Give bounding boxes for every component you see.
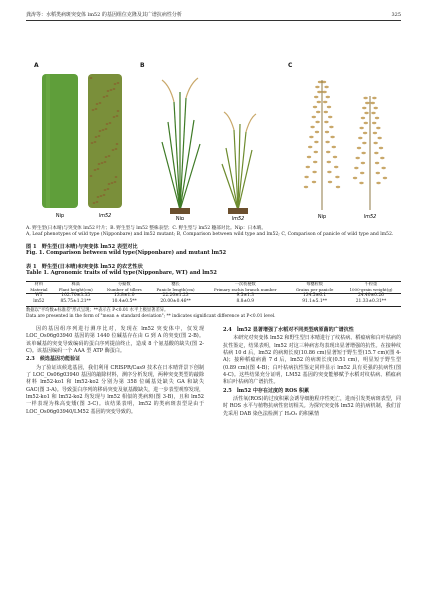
lesion-spot	[116, 115, 119, 117]
grain-nip	[322, 91, 326, 93]
grain-lm52	[357, 147, 361, 149]
label-b-nip: Nip	[175, 216, 185, 220]
figure-title	[26, 244, 401, 257]
figure-panel-a-leaves	[36, 72, 126, 220]
grain-lm52	[371, 112, 375, 114]
figure-panel-c-panicles	[290, 72, 402, 220]
lesion-spot	[90, 175, 93, 177]
grain-nip	[317, 91, 321, 93]
grain-nip	[334, 166, 338, 168]
plant-nip	[162, 78, 200, 210]
grain-lm52	[377, 137, 381, 139]
body-left-column	[26, 326, 204, 416]
figure-caption	[26, 226, 401, 239]
lesion-spot	[108, 155, 111, 157]
lesion-spot	[90, 77, 93, 79]
lesion-spot	[94, 169, 97, 171]
section-heading: 2.4 lm52 显著增强了水稻对不同类型病原菌的广谱抗性	[223, 327, 354, 333]
grain-nip	[310, 126, 314, 128]
table-cell: Number of tillers	[106, 287, 142, 292]
lesion-spot	[107, 90, 110, 92]
grain-lm52	[374, 152, 378, 154]
grain-lm52	[379, 147, 383, 149]
grain-nip	[324, 86, 328, 88]
running-title: 龚涛等：水稻类病斑突变体 lm52 的基因组位克隆及其广谱抗病性分析	[26, 12, 182, 18]
grain-lm52	[364, 112, 368, 114]
lesion-spot	[99, 102, 102, 104]
lesion-spot	[117, 82, 120, 84]
table-cell: 1000-grain weight(g)	[349, 287, 393, 292]
grain-nip	[327, 171, 331, 173]
body-paragraph: 因的基因组序列进行测序比对，发现在 lm52 突变体中，仅发现 LOC_Os06g03940 基因的第 1440 位碱基存在由 G 到 A 的突变(图 2-B)。该单碱基的突变导致编码的蛋白序列提前终止，造成 8 个氨基酸的缺失(图 2-C)。该基因编码一个 AAA 型 ATP 酶蛋白。	[26, 326, 204, 355]
lesion-spot	[114, 83, 117, 85]
lesion-spot	[116, 143, 119, 145]
grain-nip	[313, 161, 317, 163]
grain-lm52	[362, 107, 366, 109]
lesion-spot	[111, 182, 114, 184]
grain-nip	[336, 186, 340, 188]
leaf-nip-vein	[46, 74, 50, 208]
lesion-spot	[100, 195, 103, 197]
table-rule-mid	[26, 293, 401, 294]
grain-nip	[315, 86, 319, 88]
grain-nip	[307, 156, 311, 158]
table-cell: 91.1±5.1**	[302, 299, 328, 304]
lesion-spot	[112, 149, 115, 151]
label-a-nip: Nip	[55, 213, 65, 219]
table-cell: 22.20±1.23	[162, 293, 189, 298]
grain-lm52	[363, 132, 367, 134]
lesion-spot	[113, 88, 116, 90]
body-right-column	[223, 326, 401, 418]
grain-lm52	[372, 122, 376, 124]
table-cell: 20.00±0.46**	[160, 299, 191, 304]
panel-label-a: A	[34, 62, 39, 69]
lesion-spot	[104, 161, 107, 163]
grain-nip	[312, 181, 316, 183]
table-note-en: Data are presented in the form of "mean ± standard deviation"; ** indicates significant difference at P<0.01 level.	[26, 314, 276, 319]
table-title	[26, 264, 401, 277]
grain-lm52	[361, 152, 365, 154]
table-rule-top	[26, 281, 401, 282]
section-heading: 2.5 lm52 中存在过度的 ROS 积累	[223, 387, 309, 394]
table-cell: 85.75±1.21**	[60, 299, 91, 304]
table-cell: lm52	[33, 299, 45, 304]
lesion-spot	[95, 108, 98, 110]
table-cell: Plant height(cm)	[58, 287, 93, 292]
grain-nip	[314, 96, 318, 98]
grain-nip	[325, 131, 329, 133]
lesion-spot	[91, 142, 94, 144]
table-cell: 分蘖数	[117, 281, 131, 286]
grain-lm52	[362, 142, 366, 144]
lesion-spot	[102, 129, 105, 131]
grain-nip	[313, 106, 317, 108]
grain-nip	[328, 116, 332, 118]
grain-lm52	[374, 107, 378, 109]
grain-lm52	[355, 157, 359, 159]
grain-nip	[328, 181, 332, 183]
grain-nip	[304, 176, 308, 178]
page-number: 325	[391, 12, 401, 18]
table-cell: 102.70±3.35	[61, 293, 91, 298]
table-cell: WT	[35, 293, 43, 298]
grain-nip	[323, 101, 327, 103]
label-c-nip: Nip	[317, 214, 327, 220]
lesion-spot	[92, 109, 95, 111]
lesion-spot	[113, 116, 116, 118]
table-cell: 每穗粒数	[306, 281, 323, 286]
grain-lm52	[361, 162, 365, 164]
lesion-spot	[98, 163, 101, 165]
table-cell: Primary rachis branch number	[214, 287, 277, 292]
lesion-spot	[104, 189, 107, 191]
panicle-grains	[304, 81, 387, 188]
section-heading: 2.3 候选基因功能验证	[26, 356, 81, 363]
grain-nip	[312, 171, 316, 173]
grain-lm52	[372, 97, 376, 99]
table-cell: 13.8±1.0	[114, 293, 135, 298]
grain-lm52	[359, 127, 363, 129]
pot-nip	[170, 208, 190, 214]
lesion-spot	[103, 96, 106, 98]
figure-title-cn: 图 1 野生型(日本晴)与突变体 lm52 表型对比	[26, 244, 138, 250]
lesion-spot	[106, 95, 109, 97]
plant-lm52	[222, 112, 256, 210]
lesion-spot	[101, 162, 104, 164]
table-title-en: Table 1. Agronomic traits of wild type(Nipponbare, WT) and lm52	[26, 270, 217, 277]
label-b-lm52: lm52	[231, 216, 245, 220]
grain-nip	[327, 106, 331, 108]
table-cell: 9.5±1.3	[236, 293, 255, 298]
grain-nip	[308, 146, 312, 148]
lesion-spot	[115, 148, 118, 150]
table-cell: 材料	[34, 281, 44, 286]
grain-lm52	[381, 167, 385, 169]
panel-label-b: B	[140, 62, 145, 69]
pot-lm52	[228, 208, 248, 214]
grain-nip	[326, 151, 330, 153]
grain-lm52	[376, 172, 380, 174]
leaf-lm52	[88, 74, 122, 208]
lesion-spot	[103, 194, 106, 196]
grain-nip	[329, 126, 333, 128]
grain-nip	[315, 121, 319, 123]
table-cell: Grains per panicle	[295, 287, 334, 292]
grain-nip	[304, 186, 308, 188]
label-c-lm52: lm52	[363, 214, 377, 220]
grain-lm52	[375, 162, 379, 164]
lesion-spot	[107, 188, 110, 190]
table-title-cn: 表 1 野生型(日本晴)和突变体 lm52 的农艺性状	[26, 264, 143, 270]
table-cell: 10.4±0.5**	[111, 299, 137, 304]
table-cell: 21.33±0.31**	[355, 299, 387, 304]
grain-nip	[332, 146, 336, 148]
lesion-spot	[98, 135, 101, 137]
body-paragraph: 本研究对突变体 lm52 和野生型日本晴进行了纹枯病、稻瘟病和白叶枯病的抗性鉴定，结果表明，lm52 对这三种病害均表现出显著增强的抗性。在接种纹枯病 10 d 后，lm52 的病斑长度(10.86 cm)显著短于野生型(15.7 cm)(图 4-A)；接种稻瘟病菌 7 d 后，lm52 的病斑长度(0.51 cm)，明显短于野生型(0.89 cm)(图 4-B)；白叶枯病抗性鉴定同样显示 lm52 具有更强的抗病性(图 4-C)。这些结果充分证明，LM52 基因的突变能够赋予水稻对纹枯病、稻瘟病和白叶枯病的广谱抗性。	[223, 335, 401, 386]
table-rule-bottom	[26, 306, 401, 307]
grain-lm52	[359, 182, 363, 184]
table-cell: Material	[30, 287, 48, 292]
lesion-spot	[97, 196, 100, 198]
lesion-spot	[105, 156, 108, 158]
grain-nip	[327, 161, 331, 163]
grain-nip	[314, 141, 318, 143]
table-cell: 134.5±6.1	[302, 293, 327, 298]
grain-lm52	[371, 102, 375, 104]
lesion-spot	[115, 176, 118, 178]
grain-lm52	[361, 117, 365, 119]
grain-nip	[316, 111, 320, 113]
grain-lm52	[383, 177, 387, 179]
body-paragraph: 活性氧(ROS)的过度积累会诱导细胞程序性死亡，进而引发类病斑表型，同时 ROS 水平与植物抗病性密切相关。为探究突变体 lm52 的抗病机制，我们首先采用 DAB 染色法检测了 H₂O₂ 的积累情	[223, 396, 401, 417]
grain-lm52	[373, 132, 377, 134]
table-cell: 穗长	[171, 281, 180, 286]
panel-label-c: C	[288, 62, 293, 69]
body-paragraph: 为了验证该候选基因，我们利用 CRISPR/Cas9 技术在日本晴背景下创制了 LOC_Os06g03940 基因的敲除材料，测序分析发现，两种突变类型的敲除材料 lm52-ko1 和 lm52-ko2 分别为第 358 位碱基处缺失 GA 和缺失 GAC(图 3-A)。导致蛋白序列的移码突变及氨基酸缺失，进一步表型观察发现，lm52-ko1 和 lm52-ko2 均发现与 lm52 相似的类病斑(图 3-B)，且和 lm52 一样表现为株高变矮(图 3-C)。该结果表明，lm52 的类病斑表型是由于 LOC_Os06g03940/LM52 基因的突变导致的。	[26, 364, 204, 415]
lesion-spot	[117, 110, 120, 112]
figure-title-en: Fig. 1. Comparison between wild type(Nipponbare) and mutant lm52	[26, 250, 227, 257]
figure-panel-b-plants	[140, 72, 280, 220]
grain-lm52	[376, 182, 380, 184]
grain-nip	[333, 156, 337, 158]
running-header	[26, 10, 401, 21]
grain-lm52	[376, 127, 380, 129]
grain-nip	[326, 96, 330, 98]
grain-lm52	[365, 102, 369, 104]
lesion-spot	[96, 103, 99, 105]
table-cell: 24.40±0.26	[357, 293, 384, 298]
grain-nip	[309, 136, 313, 138]
lesion-spot	[99, 130, 102, 132]
grain-lm52	[353, 177, 357, 179]
grain-nip	[312, 116, 316, 118]
grain-nip	[325, 141, 329, 143]
grain-nip	[324, 111, 328, 113]
table-cell: 千粒重	[364, 281, 378, 286]
grain-lm52	[358, 137, 362, 139]
table-notes	[26, 308, 401, 320]
grain-lm52	[364, 122, 368, 124]
grain-lm52	[354, 167, 358, 169]
lesion-spot	[108, 183, 111, 185]
grain-nip	[335, 176, 339, 178]
table-row	[26, 299, 401, 305]
grain-nip	[315, 131, 319, 133]
table-cell: 株高	[71, 281, 80, 286]
lesion-spot	[105, 128, 108, 130]
grain-nip	[314, 151, 318, 153]
lesion-spot	[106, 123, 109, 125]
caption-line-en: A, Leaf phenotypes of wild type (Nipponbare) and lm52 mutant; B, Comparison between wild type and lm52; C, Comparison of panicle of wild type and lm52.	[26, 232, 394, 238]
table-cell: 8.8±0.9	[236, 299, 255, 304]
grain-nip	[306, 166, 310, 168]
grain-lm52	[375, 117, 379, 119]
lesion-spot	[114, 181, 117, 183]
lesion-spot	[95, 136, 98, 138]
grain-lm52	[373, 142, 377, 144]
table-note-cn: 数据以"平均数±标准差"形式呈现；**表示在 P<0.01 水平上极显著差异。	[26, 308, 169, 313]
caption-line-cn: A. 野生型(日本晴)与突变体 lm52 叶片；B. 野生型与 lm52 整株表型；C. 野生型与 lm52 穗部对比。Nip：日本晴。	[26, 226, 266, 231]
lesion-spot	[96, 201, 99, 203]
grain-nip	[317, 101, 321, 103]
grain-lm52	[380, 157, 384, 159]
lesion-spot	[109, 122, 112, 124]
grain-lm52	[360, 172, 364, 174]
table-cell: Panicle length(cm)	[156, 287, 195, 292]
lesion-spot	[97, 168, 100, 170]
table-cell: 一次枝梗数	[234, 281, 256, 286]
grain-nip	[330, 136, 334, 138]
lesion-spot	[94, 141, 97, 143]
lesion-spot	[110, 89, 113, 91]
grain-lm52	[363, 97, 367, 99]
grain-nip	[324, 121, 328, 123]
label-a-lm52: lm52	[98, 213, 112, 219]
lesion-spot	[93, 202, 96, 204]
